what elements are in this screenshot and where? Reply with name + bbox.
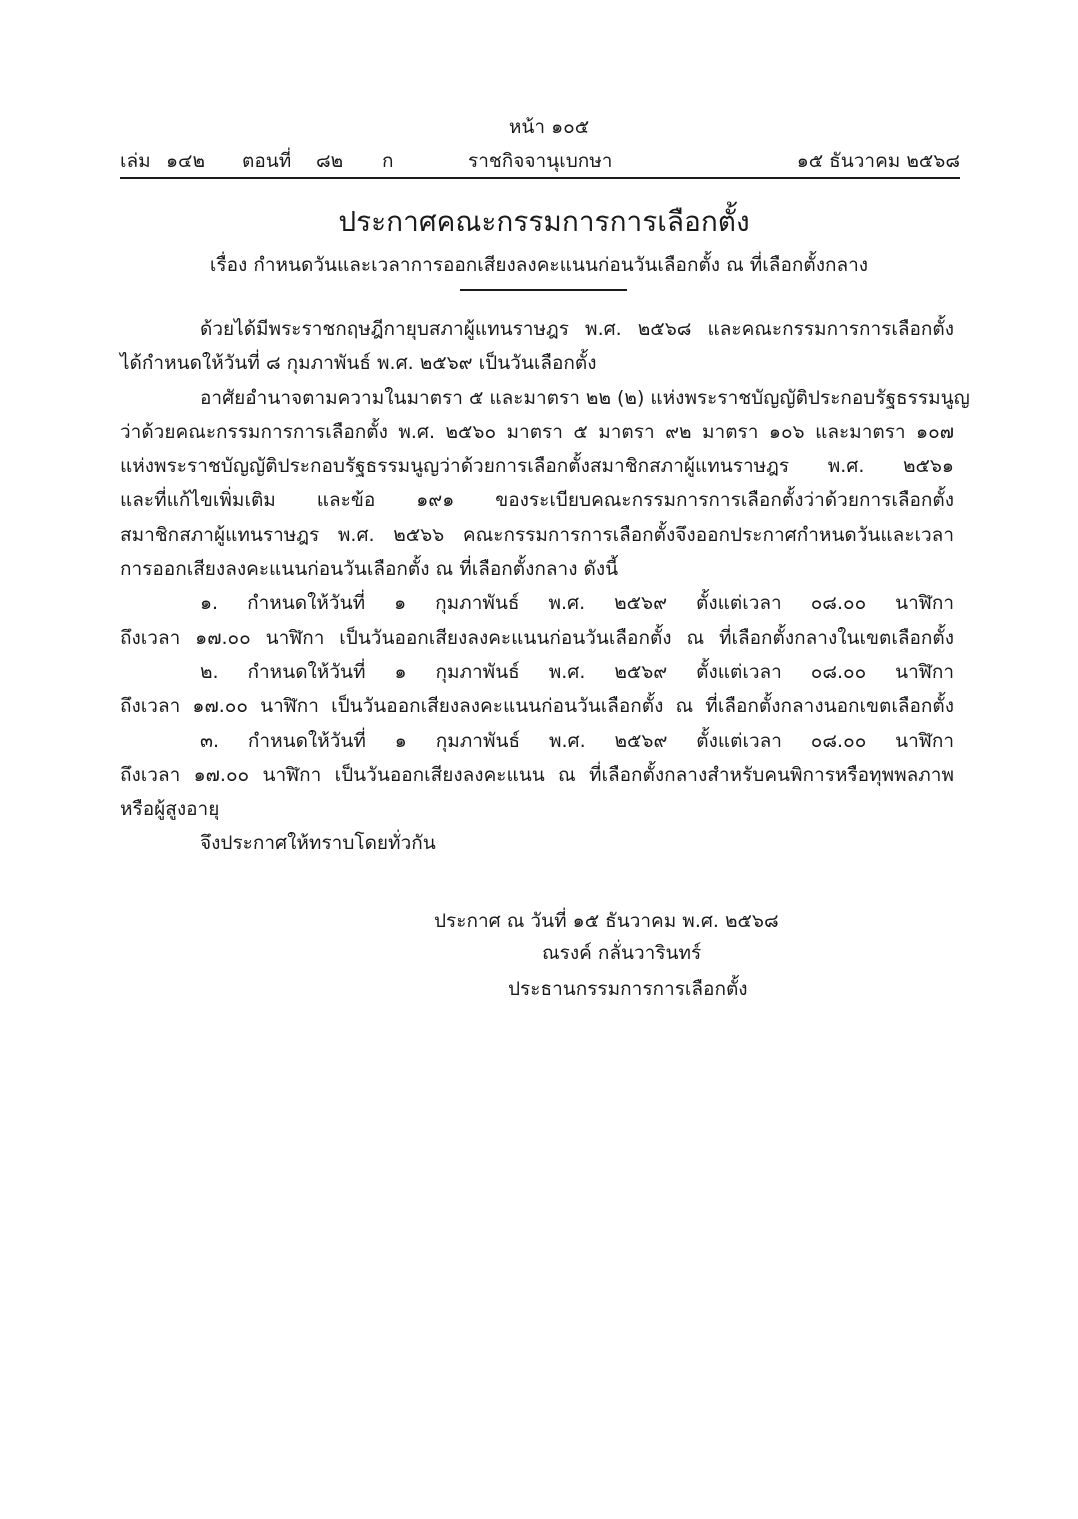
clause-2-line: ถึงเวลา ๑๗.๐๐ นาฬิกา เป็นวันออกเสียงลงคะแนนก่อนวันเลือกตั้ง ณ ที่เลือกตั้งกลางนอกเขตเลือกตั้ง [120,695,954,718]
volume-label: เล่ม [120,150,151,172]
clause-3-line: ๓. กำหนดให้วันที่ ๑ กุมภาพันธ์ พ.ศ. ๒๕๖๙ ตั้งแต่เวลา ๐๘.๐๐ นาฬิกา [200,729,954,752]
gazette-header [120,146,960,174]
announcement-title: ประกาศคณะกรรมการการเลือกตั้ง [338,205,750,238]
volume-number: ๑๔๒ [166,150,205,172]
publication-date: ๑๕ ธันวาคม ๒๕๖๘ [796,150,960,172]
body-line: ได้กำหนดให้วันที่ ๘ กุมภาพันธ์ พ.ศ. ๒๕๖๙ เป็นวันเลือกตั้ง [120,352,597,375]
clause-1-line: ๑. กำหนดให้วันที่ ๑ กุมภาพันธ์ พ.ศ. ๒๕๖๙ ตั้งแต่เวลา ๐๘.๐๐ นาฬิกา [200,592,954,615]
announcement-date: ประกาศ ณ วันที่ ๑๕ ธันวาคม พ.ศ. ๒๕๖๘ [434,910,779,932]
issue-number: ๘๒ [316,150,344,172]
signatory-name: ณรงค์ กลั่นวารินทร์ [542,942,702,964]
gazette-name: ราชกิจจานุเบกษา [468,150,613,172]
body-line: สมาชิกสภาผู้แทนราษฎร พ.ศ. ๒๕๖๖ คณะกรรมการการเลือกตั้งจึงออกประกาศกำหนดวันและเวลา [120,523,954,546]
issue-label: ตอนที่ [242,150,292,172]
clause-3-line: ถึงเวลา ๑๗.๐๐ นาฬิกา เป็นวันออกเสียงลงคะแนน ณ ที่เลือกตั้งกลางสำหรับคนพิการหรือทุพพลภาพ [120,763,954,786]
clause-2-line: ๒. กำหนดให้วันที่ ๑ กุมภาพันธ์ พ.ศ. ๒๕๖๙ ตั้งแต่เวลา ๐๘.๐๐ นาฬิกา [200,660,954,683]
body-line: อาศัยอำนาจตามความในมาตรา ๕ และมาตรา ๒๒ (๒) แห่งพระราชบัญญัติประกอบรัฐธรรมนูญ [200,386,970,409]
body-line: และที่แก้ไขเพิ่มเติม และข้อ ๑๙๑ ของระเบียบคณะกรรมการการเลือกตั้งว่าด้วยการเลือกตั้ง [120,489,954,512]
header-divider [120,177,960,179]
signatory-position: ประธานกรรมการการเลือกตั้ง [508,978,748,1000]
section-letter: ก [382,150,394,172]
body-line: การออกเสียงลงคะแนนก่อนวันเลือกตั้ง ณ ที่เลือกตั้งกลาง ดังนี้ [120,558,619,581]
announcement-body [120,312,970,861]
clause-1-line: ถึงเวลา ๑๗.๐๐ นาฬิกา เป็นวันออกเสียงลงคะแนนก่อนวันเลือกตั้ง ณ ที่เลือกตั้งกลางในเขตเลือกตั้ง [120,626,954,649]
closing-line: จึงประกาศให้ทราบโดยทั่วกัน [200,832,436,855]
clause-3-line: หรือผู้สูงอายุ [120,798,220,821]
body-line: ด้วยได้มีพระราชกฤษฎีกายุบสภาผู้แทนราษฎร พ.ศ. ๒๕๖๘ และคณะกรรมการการเลือกตั้ง [200,318,954,340]
page-number: หน้า ๑๐๕ [508,116,590,138]
body-line: แห่งพระราชบัญญัติประกอบรัฐธรรมนูญว่าด้วยการเลือกตั้งสมาชิกสภาผู้แทนราษฎร พ.ศ. ๒๕๖๑ [120,455,954,478]
body-line: ว่าด้วยคณะกรรมการการเลือกตั้ง พ.ศ. ๒๕๖๐ มาตรา ๕ มาตรา ๙๒ มาตรา ๑๐๖ และมาตรา ๑๐๗ [120,420,954,443]
title-divider [460,289,627,291]
announcement-subject: เรื่อง กำหนดวันและเวลาการออกเสียงลงคะแนนก่อนวันเลือกตั้ง ณ ที่เลือกตั้งกลาง [209,254,869,276]
